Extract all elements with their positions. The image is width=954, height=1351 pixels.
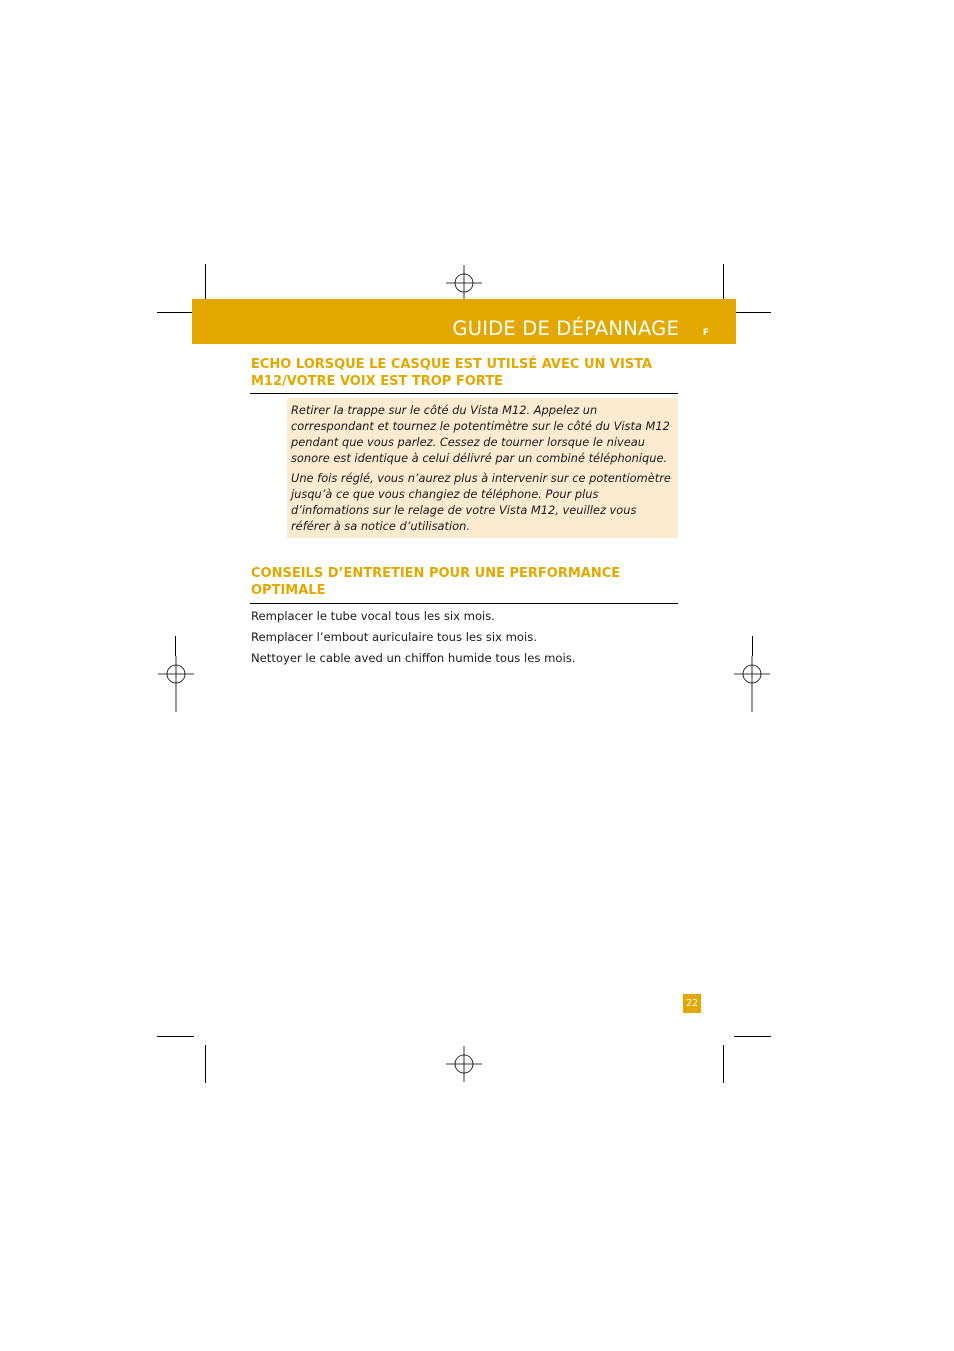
heading-line: ECHO LORSQUE LE CASQUE EST UTILSÉ AVEC UN VISTA xyxy=(251,357,653,372)
registration-mark-top-icon xyxy=(446,265,482,301)
crop-mark-top-right-v xyxy=(723,264,724,301)
crop-mark-bottom-left-h xyxy=(157,1036,194,1037)
maintenance-item: Nettoyer le cable aved un chiffon humide tous les mois. xyxy=(251,651,576,665)
note-paragraph-2 xyxy=(291,470,677,534)
note-line: Retirer la trappe sur le côté du Vista M12. Appelez un xyxy=(291,403,598,417)
note-line: d’infomations sur le relage de votre Vista M12, veuillez vous xyxy=(291,503,637,517)
heading-line: OPTIMALE xyxy=(251,583,326,598)
note-line: jusqu’à ce que vous changiez de téléphone. Pour plus xyxy=(291,487,599,501)
note-line: correspondant et tournez le potentimètre sur le côté du Vista M12 xyxy=(291,419,670,433)
language-code: F xyxy=(702,328,709,338)
maintenance-item: Remplacer l’embout auriculaire tous les six mois. xyxy=(251,630,537,644)
crop-mark-bottom-left-v xyxy=(205,1045,206,1083)
crop-mark-top-right-h xyxy=(734,312,771,313)
section-divider xyxy=(250,603,678,604)
crop-mark-bottom-right-v xyxy=(723,1045,724,1083)
registration-mark-right-stem xyxy=(752,636,753,656)
registration-mark-left-icon xyxy=(158,656,194,712)
maintenance-item: Remplacer le tube vocal tous les six mois. xyxy=(251,609,495,623)
note-line: Une fois réglé, vous n’aurez plus à intervenir sur ce potentiomètre xyxy=(291,471,671,485)
heading-line: CONSEILS D’ENTRETIEN POUR UNE PERFORMANCE xyxy=(251,566,621,581)
registration-mark-left-stem xyxy=(175,636,176,656)
note-line: référer à sa notice d’utilisation. xyxy=(291,519,470,533)
section-heading-echo xyxy=(251,356,681,390)
page-title: GUIDE DE DÉPANNAGE xyxy=(452,317,679,340)
crop-mark-top-left-v xyxy=(205,264,206,301)
crop-mark-top-left-h xyxy=(157,312,194,313)
header-banner xyxy=(192,299,736,344)
heading-line: M12/VOTRE VOIX EST TROP FORTE xyxy=(251,374,503,389)
registration-mark-right-icon xyxy=(734,656,770,712)
note-line: pendant que vous parlez. Cessez de tourner lorsque le niveau xyxy=(291,435,645,449)
note-paragraph-1 xyxy=(291,402,677,466)
note-line: sonore est identique à celui délivré par un combiné téléphonique. xyxy=(291,451,668,465)
section-divider xyxy=(250,393,678,394)
crop-mark-bottom-right-h xyxy=(734,1036,771,1037)
section-heading-maintenance xyxy=(251,565,681,599)
page-number: 22 xyxy=(683,994,701,1013)
registration-mark-bottom-icon xyxy=(446,1046,482,1082)
